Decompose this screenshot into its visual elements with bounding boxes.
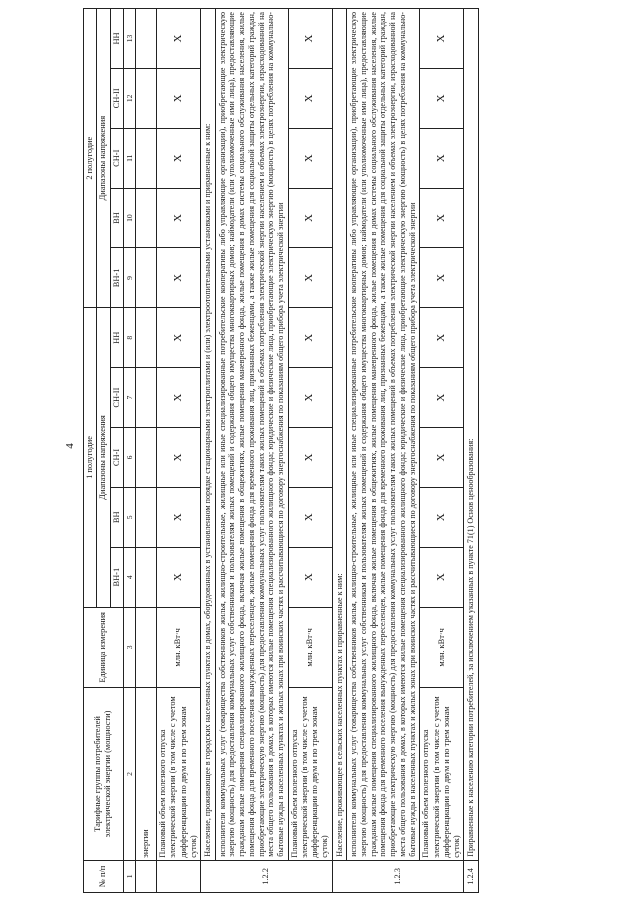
section-title: Население, проживающее в городских населенных пунктах в домах, оборудованных в установленном порядке стационарными электроплитами и (или) электроотопительными установками и приравненные к ним:	[201, 9, 216, 861]
table-row	[288, 9, 332, 893]
col-group-header: Тарифные группы потребителей электрической энергии (мощности)	[84, 688, 124, 861]
level-header: СН-II	[110, 368, 123, 428]
x-mark: X	[420, 547, 464, 607]
x-mark: X	[288, 308, 332, 368]
ranges-header-2: Диапазоны напряжения	[97, 9, 110, 308]
x-mark: X	[420, 68, 464, 128]
table-row	[157, 9, 201, 893]
level-header: СН-II	[110, 68, 123, 128]
page-number: 4	[63, 443, 76, 449]
energy-continuation: энергии	[136, 688, 157, 861]
x-mark: X	[157, 248, 201, 308]
tariff-table	[83, 8, 479, 893]
col-number: 6	[123, 428, 135, 488]
x-mark: X	[288, 9, 332, 69]
level-header: ВН	[110, 188, 123, 248]
x-mark: X	[157, 487, 201, 547]
x-mark: X	[288, 368, 332, 428]
half1-header: 1 полугодие	[84, 308, 97, 607]
col-number: 12	[123, 68, 135, 128]
x-mark: X	[288, 487, 332, 547]
x-mark: X	[420, 128, 464, 188]
col-number: 8	[123, 308, 135, 368]
x-mark: X	[288, 428, 332, 488]
x-mark: X	[420, 188, 464, 248]
x-mark: X	[420, 308, 464, 368]
col-num-header: № п/п	[84, 860, 124, 892]
x-mark: X	[157, 68, 201, 128]
col-number: 2	[123, 688, 135, 861]
x-mark: X	[157, 128, 201, 188]
col-number: 10	[123, 188, 135, 248]
x-mark: X	[420, 428, 464, 488]
table-row	[136, 9, 157, 893]
x-mark: X	[420, 368, 464, 428]
x-mark: X	[157, 547, 201, 607]
level-header: НН	[110, 308, 123, 368]
x-mark: X	[157, 308, 201, 368]
section-title: Население, проживающее в сельских населенных пунктах и приравненные к ним:	[332, 9, 347, 861]
level-header: СН-I	[110, 128, 123, 188]
table-row	[420, 9, 464, 893]
level-header: НН	[110, 9, 123, 69]
table-row	[215, 9, 288, 893]
volume-label: Плановый объем полезного отпуска электрической энергии (в том числе с учетом дифференциации по двум и по трем зонам суток)	[420, 688, 464, 861]
x-mark: X	[420, 487, 464, 547]
level-header: СН-I	[110, 428, 123, 488]
table-row	[332, 9, 347, 893]
section-title: Приравненные к населению категории потребителей, за исключением указанных в пункте 71(1) Основ ценообразования:	[464, 9, 479, 861]
col-number: 13	[123, 9, 135, 69]
unit-cell: млн. кВт·ч	[420, 607, 464, 688]
level-header: ВН-1	[110, 547, 123, 607]
x-mark: X	[288, 248, 332, 308]
table-row	[464, 9, 479, 893]
x-mark: X	[157, 188, 201, 248]
level-header: ВН-1	[110, 248, 123, 308]
x-mark: X	[157, 368, 201, 428]
col-number: 1	[123, 860, 135, 892]
col-number: 5	[123, 487, 135, 547]
x-mark: X	[157, 428, 201, 488]
unit-cell: млн. кВт·ч	[288, 607, 332, 688]
x-mark: X	[288, 128, 332, 188]
unit-cell: млн. кВт·ч	[157, 607, 201, 688]
level-header: ВН	[110, 487, 123, 547]
half2-header: 2 полугодие	[84, 9, 97, 308]
x-mark: X	[420, 248, 464, 308]
header-row-1	[84, 9, 97, 893]
row-number: 1.2.4	[464, 860, 479, 892]
col-number: 3	[123, 607, 135, 688]
x-mark: X	[288, 547, 332, 607]
row-number: 1.2.3	[332, 860, 464, 892]
x-mark: X	[420, 9, 464, 69]
col-number: 11	[123, 128, 135, 188]
table-row	[201, 9, 216, 893]
volume-label: Плановый объем полезного отпуска электрической энергии (в том числе с учетом дифференциации по двум и по трем зонам суток)	[157, 688, 201, 861]
x-mark: X	[288, 68, 332, 128]
ranges-header-1: Диапазоны напряжения	[97, 308, 110, 607]
rotated-page	[83, 8, 633, 893]
section-description: исполнители коммунальных услуг (товарищества собственников жилья, жилищно-строительные, жилищные или иные специализированные потребительские кооперативы либо управляющие организации), приобретающие электрическую энергию (мощность) для предоставления коммунальных услуг собственникам и пользователям жилых помещений и содержания общего имущества многоквартирных домов; наймодатели (или уполномоченные ими лица), предоставляющие гражданам жилые помещения специализированного жилищного фонда, включая жилые помещения в общежитиях, жилые помещения маневренного фонда, жилые помещения в домах системы социального обслуживания населения, жилые помещения фонда для временного поселения вынужденных переселенцев, жилые помещения фонда для временного проживания лиц, признанных беженцами, а также жилые помещения для социальной защиты отдельных категорий граждан, приобретающие электрическую энергию (мощность) для предоставления коммунальных услуг пользователям таких жилых помещений в объемах потребления электрической энергии населением и объемах электроэнергии, израсходованной на места общего пользования в домах, в которых имеются жилые помещения специализированного жилищного фонда; юридические и физические лица, приобретающие электрическую энергию (мощность) в целях потребления на коммунально-бытовые нужды в населенных пунктах и жилых зонах при воинских частях и рассчитывающиеся по договору энергоснабжения по показаниям общего прибора учета электрической энергии	[347, 9, 420, 861]
row-number: 1.2.2	[201, 860, 333, 892]
col-number: 9	[123, 248, 135, 308]
col-number: 4	[123, 547, 135, 607]
section-description: исполнители коммунальных услуг (товарищества собственников жилья, жилищно-строительные, жилищные или иные специализированные потребительские кооперативы либо управляющие организации), приобретающие электрическую энергию (мощность) для предоставления коммунальных услуг собственникам и пользователям жилых помещений и содержания общего имущества многоквартирных домов; наймодатели (или уполномоченные ими лица), предоставляющие гражданам жилые помещения специализированного жилищного фонда, включая жилые помещения в общежитиях, жилые помещения маневренного фонда, жилые помещения в домах системы социального обслуживания населения, жилые помещения фонда для временного поселения вынужденных переселенцев, жилые помещения фонда для временного проживания лиц, признанных беженцами, а также жилые помещения для социальной защиты отдельных категорий граждан, приобретающие электрическую энергию (мощность) для предоставления коммунальных услуг пользователям таких жилых помещений в объемах потребления электрической энергии населением и объемах электроэнергии, израсходованной на места общего пользования в домах, в которых имеются жилые помещения специализированного жилищного фонда; юридические и физические лица, приобретающие электрическую энергию (мощность) в целях потребления на коммунально-бытовые нужды в населенных пунктах и жилых зонах при воинских частях и рассчитывающиеся по договору энергоснабжения по показаниям общего прибора учета электрической энергии	[215, 9, 288, 861]
table-row	[347, 9, 420, 893]
x-mark: X	[288, 188, 332, 248]
volume-label: Плановый объем полезного отпуска электрической энергии (в том числе с учетом дифференциации по двум и по трем зонам суток)	[288, 688, 332, 861]
col-number: 7	[123, 368, 135, 428]
col-unit-header: Единица измерения	[84, 607, 124, 688]
x-mark: X	[157, 9, 201, 69]
column-number-row	[123, 9, 135, 893]
